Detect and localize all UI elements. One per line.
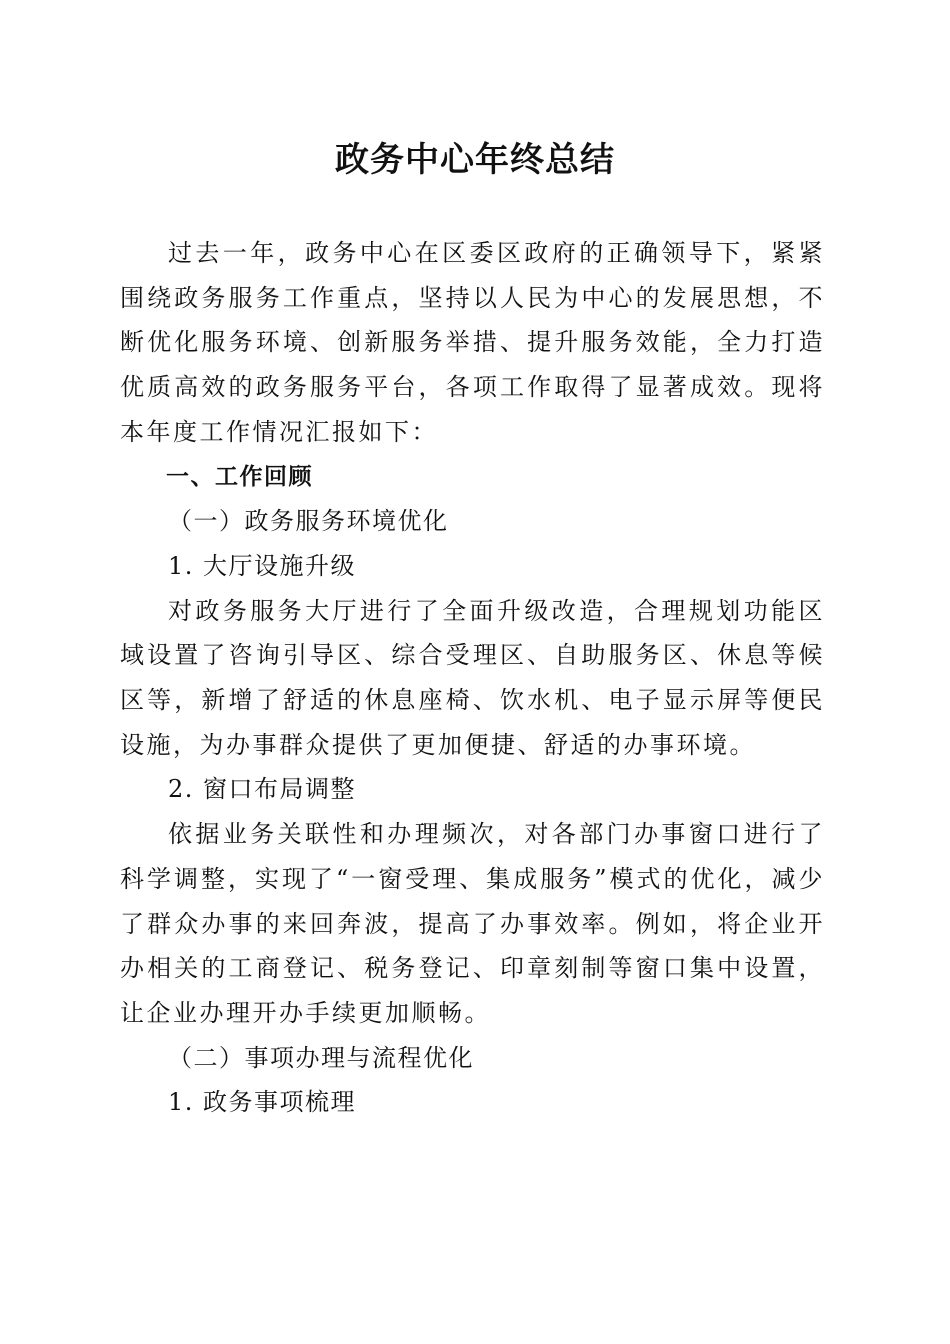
subsection-heading: （一）政务服务环境优化 [168,507,449,536]
item-heading: 1. 大厅设施升级 [168,551,357,580]
body-paragraph: 对政务服务大厅进行了全面升级改造，合理规划功能区域设置了咨询引导区、综合受理区、自助服务区、休息等候区等，新增了舒适的休息座椅、饮水机、电子显示屏等便民设施，为办事群众提供了更加便捷、舒适的办事环境。 [120,596,825,759]
subsection-heading: （二）事项办理与流程优化 [168,1043,474,1072]
section-heading: 一、工作回顾 [166,463,313,490]
document-body [120,231,825,1125]
document-title: 政务中心年终总结 [335,140,615,180]
intro-paragraph: 过去一年，政务中心在区委区政府的正确领导下，紧紧围绕政务服务工作重点，坚持以人民为中心的发展思想，不断优化服务环境、创新服务举措、提升服务效能，全力打造优质高效的政务服务平台，各项工作取得了显著成效。现将本年度工作情况汇报如下： [120,239,825,446]
body-paragraph: 依据业务关联性和办理频次，对各部门办事窗口进行了科学调整，实现了“一窗受理、集成服务”模式的优化，减少了群众办事的来回奔波，提高了办事效率。例如，将企业开办相关的工商登记、税务登记、印章刻制等窗口集中设置，让企业办理开办手续更加顺畅。 [120,820,825,1027]
item-heading: 1. 政务事项梳理 [168,1088,357,1117]
item-heading: 2. 窗口布局调整 [168,775,357,804]
